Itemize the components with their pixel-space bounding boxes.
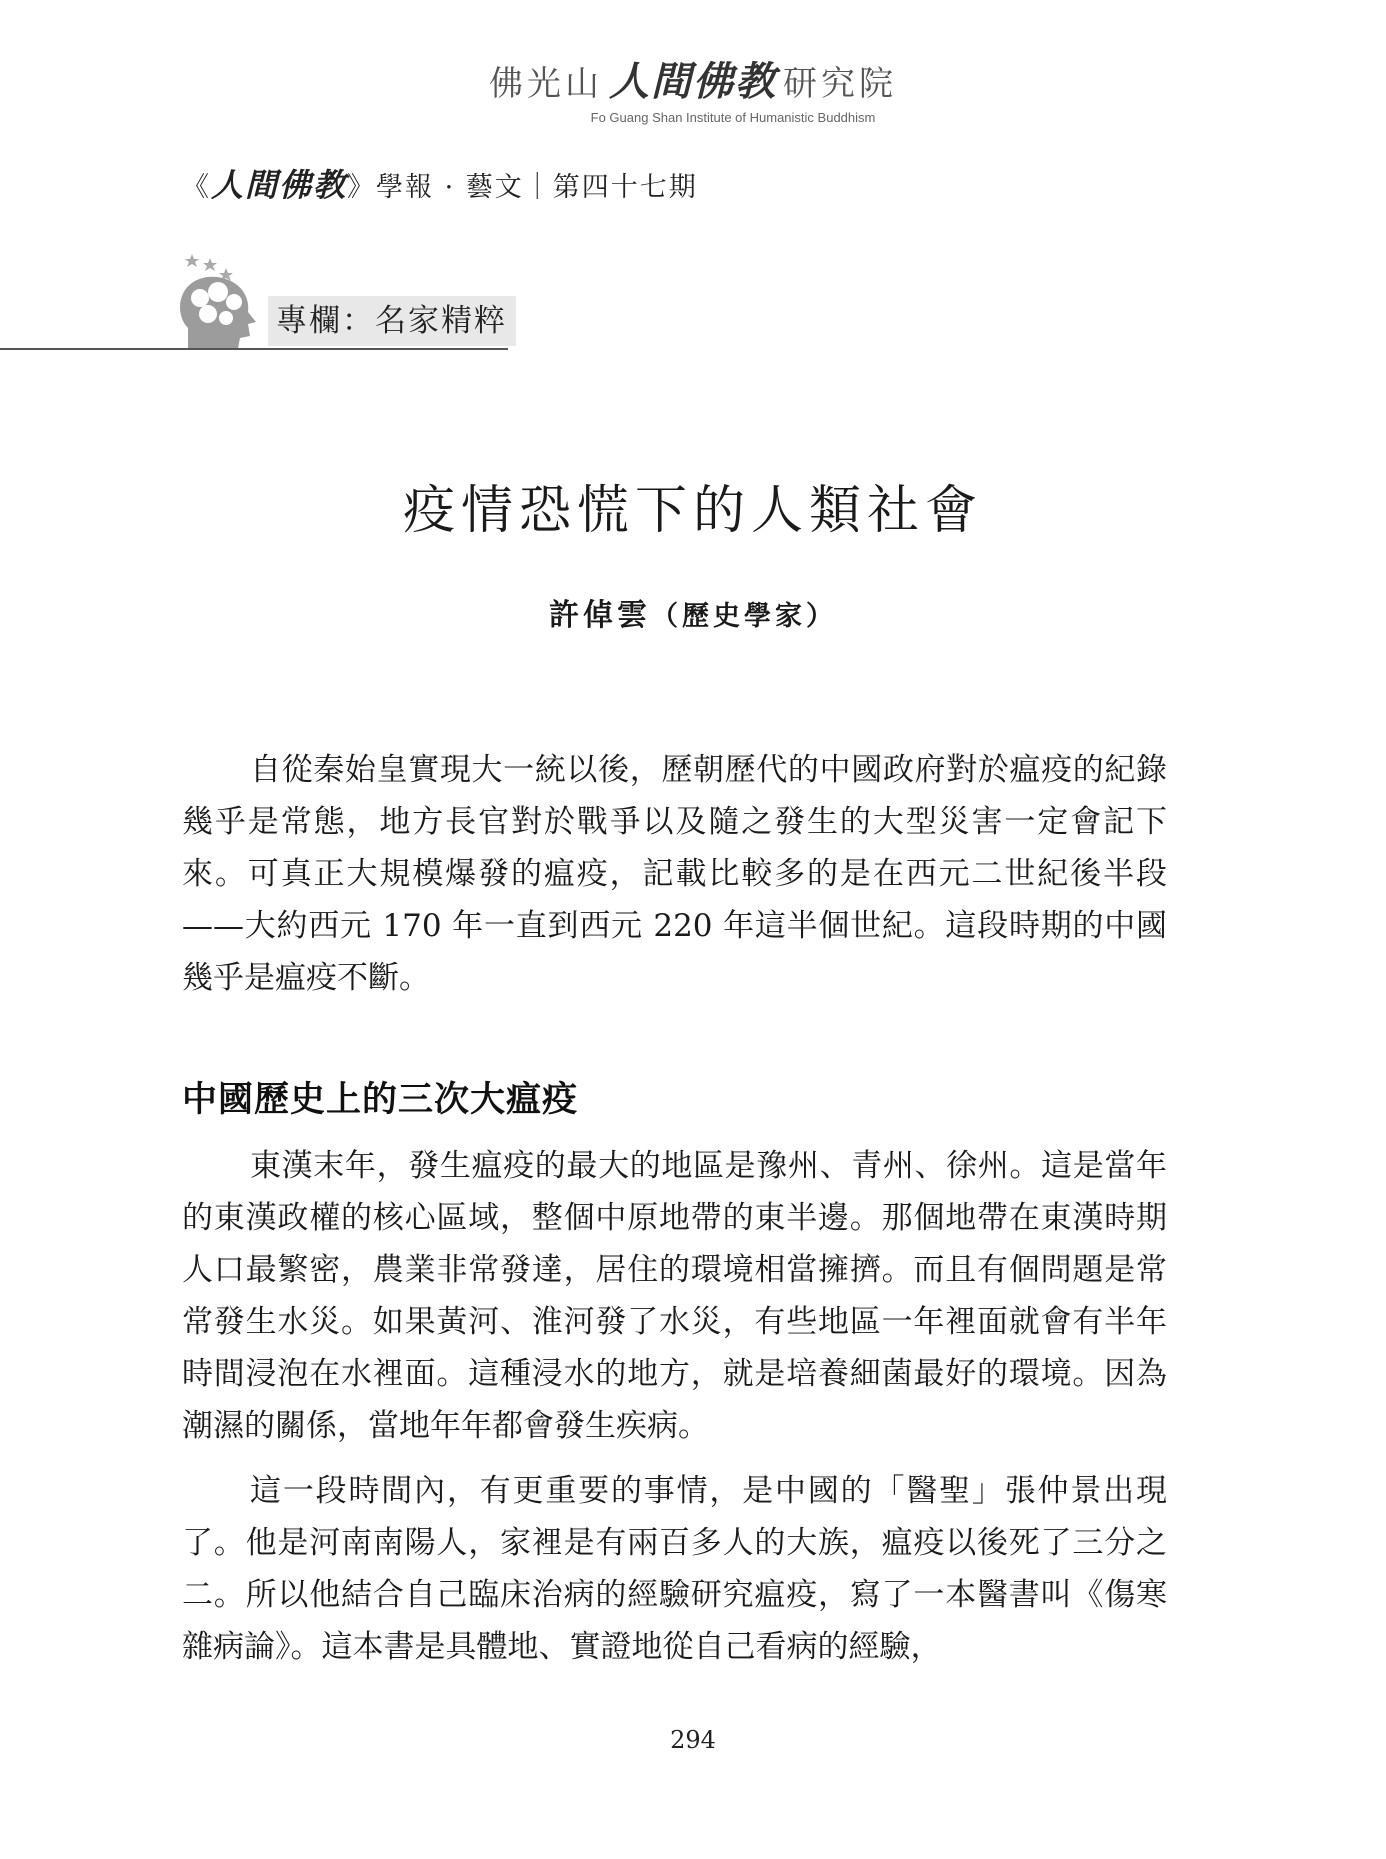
page-number: 294 (670, 1726, 716, 1754)
column-banner (0, 230, 520, 360)
journal-brand-logo: 人間佛教 (211, 166, 348, 204)
body-paragraph: 東漢末年，發生瘟疫的最大的地區是豫州、青州、徐州。這是當年的東漢政權的核心區域，整個中原地帶的東半邊。那個地帶在東漢時期人口最繁密，農業非常發達，居住的環境相當擁擠。而且有個問題是常常發生水災。如果黃河、淮河發了水災，有些地區一年裡面就會有半年時間浸泡在水裡面。這種浸水的地方，就是培養細菌最好的環境。因為潮濕的關係，當地年年都會發生疾病。 (182, 1148, 1167, 1444)
institute-english-name: Fo Guang Shan Institute of Humanistic Buddhism (590, 110, 876, 125)
author-name: 許倬雲 (549, 598, 651, 633)
journal-close-quote: 》 (347, 172, 377, 203)
institute-suffix: 研究院 (783, 64, 897, 104)
body-paragraph: 這一段時間內，有更重要的事情，是中國的「醫聖」張仲景出現了。他是河南南陽人，家裡是有兩百多人的大族，瘟疫以後死了三分之二。所以他結合自己臨床治病的經驗研究瘟疫，寫了一本醫書叫《傷寒雜病論》。這本書是具體地、實證地從自己看病的經驗， (182, 1473, 1167, 1665)
article-author (0, 590, 1386, 634)
journal-issue-info: 學報 · 藝文｜第四十七期 (376, 172, 698, 203)
institute-brand-logo: 人間佛教 (609, 58, 777, 105)
journal-open-quote: 《 (182, 172, 211, 203)
body-paragraph: 自從秦始皇實現大一統以後，歷朝歷代的中國政府對於瘟疫的紀錄幾乎是常態，地方長官對於戰爭以及隨之發生的大型災害一定會記下來。可真正大規模爆發的瘟疫，記載比較多的是在西元二世紀後半段——大約西元 170 年一直到西元 220 年這半個世紀。這段時期的中國幾乎是瘟疫不斷。 (182, 752, 1167, 996)
section-heading: 中國歷史上的三次大瘟疫 (182, 1079, 579, 1120)
institute-name (0, 58, 1386, 108)
column-label: 專欄：名家精粹 (268, 296, 516, 346)
institute-header (0, 58, 1386, 125)
column-divider (0, 348, 508, 350)
author-role: （歷史學家） (651, 601, 837, 632)
head-with-stars-icon (178, 244, 268, 356)
journal-running-header (182, 160, 698, 206)
institute-prefix: 佛光山 (489, 64, 603, 104)
article-title: 疫情恐慌下的人類社會 (402, 481, 983, 541)
